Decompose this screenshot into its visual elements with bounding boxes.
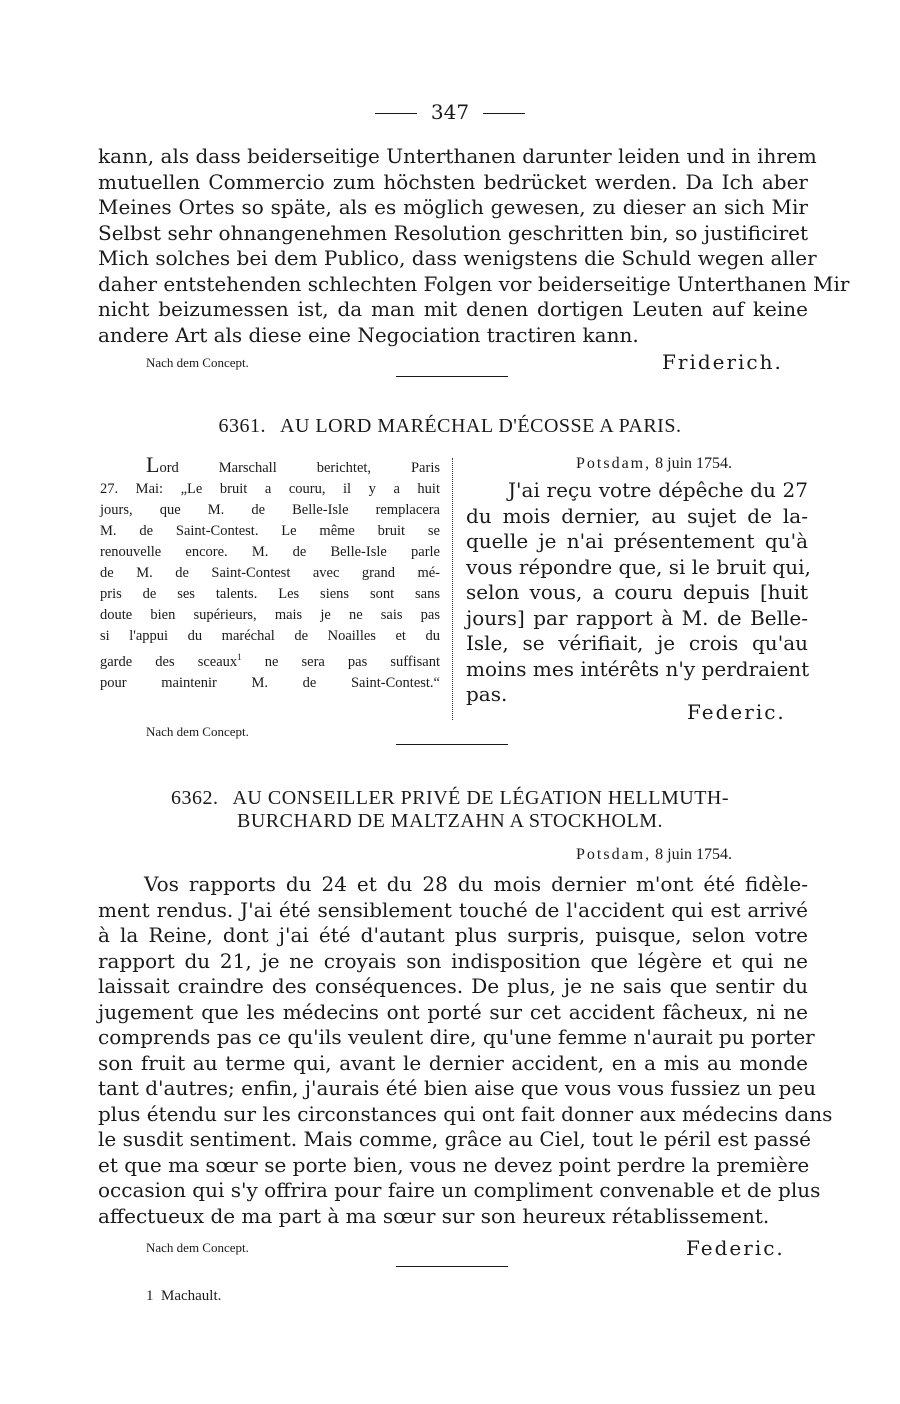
text-line: à la Reine, dont j'ai été d'autant plus surpris, puisque, selon votre [98, 923, 808, 947]
letter-6361-source-note: Nach dem Concept. [146, 724, 249, 739]
text-line: plus étendu sur les circonstances qui ont fait donner aux médecins dans [98, 1101, 833, 1126]
summary-line: doute bien supérieurs, mais je ne sais pas [100, 607, 440, 623]
summary-line: renouvelle encore. M. de Belle-Isle parle [100, 544, 440, 560]
letter-6362-number: 6362. [170, 787, 219, 809]
summary-line: pour maintenir M. de Saint-Contest.“ [100, 674, 440, 691]
section-rule [396, 744, 508, 745]
text-line: son fruit au terme qui, avant le dernier accident, en a mis au monde [98, 1050, 808, 1075]
summary-line: jours, que M. de Belle-Isle remplacera [100, 502, 440, 518]
summary-line: de M. de Saint-Contest avec grand mé- [100, 565, 440, 581]
text-line: moins mes intérêts n'y perdraient [466, 656, 810, 681]
text-line: mutuellen Commercio zum höchsten bedrücket werden. Da Ich aber [98, 169, 808, 194]
text-line: daher entstehenden schlechten Folgen vor beiderseitige Unterthanen Mir [98, 271, 850, 296]
page-number-dash-left [375, 113, 417, 114]
section-rule [396, 1266, 508, 1267]
summary-line: M. de Saint-Contest. Le même bruit se [100, 523, 440, 539]
letter-6361-dateline: Potsdam, 8 juin 1754. [576, 455, 733, 472]
text-line: occasion qui s'y offrira pour faire un compliment convenable et de plus [98, 1178, 821, 1202]
letter-6361-number: 6361. [218, 415, 267, 437]
text-line: selon vous, a couru depuis [huit [466, 580, 808, 604]
summary-line: garde des sceaux$^1$ ne sera pas suffisant [100, 652, 441, 670]
summary-line: si l'appui du maréchal de Noailles et du [100, 628, 440, 644]
letter-6362-signature: Federic. [686, 1236, 785, 1260]
footnote-text: Machault. [161, 1288, 222, 1304]
summary-line: Lord Marschall berichtet, Paris [146, 452, 440, 477]
letter-6362-title-line2: BURCHARD DE MALTZAHN A STOCKHOLM. [237, 810, 663, 832]
letter-6361-signature: Federic. [687, 700, 786, 724]
text-line: Isle, se vérifiait, je crois qu'au [466, 631, 808, 655]
footnote-ref: 1 [237, 652, 242, 662]
text-line: du mois dernier, au sujet de la- [466, 503, 808, 528]
text-line: affectueux de ma part à ma sœur sur son heureux rétablissement. [98, 1203, 770, 1228]
text-line: kann, als dass beiderseitige Unterthanen darunter leiden und in ihrem [98, 144, 817, 168]
letter-6361-title: AU LORD MARÉCHAL D'ÉCOSSE A PARIS. [280, 415, 682, 437]
text-line: nicht beizumessen ist, da man mit denen dortigen Leuten auf keine [98, 297, 808, 321]
text-line: laissait craindre des conséquences. De plus, je ne sais que sentir du [98, 974, 808, 998]
text-line: tant d'autres; enfin, j'aurais été bien aise que vous vous fussiez un peu [98, 1076, 817, 1100]
text-line: et que ma sœur se porte bien, vous ne devez point perdre la première [98, 1152, 810, 1177]
footnote [146, 1288, 221, 1305]
letter-6362-dateline: Potsdam, 8 juin 1754. [576, 846, 733, 863]
letter-6362-heading [0, 786, 900, 810]
text-line: J'ai reçu votre dépêche du 27 [508, 478, 808, 502]
section-rule [396, 376, 508, 377]
text-line: comprends pas ce qu'ils veulent dire, qu'une femme n'aurait pu porter [98, 1025, 815, 1049]
text-line: pas. [466, 682, 508, 706]
intro-paragraph [98, 144, 850, 348]
intro-signature: Friderich. [662, 350, 783, 374]
text-line: quelle je n'ai présentement qu'à [466, 529, 808, 553]
text-line: vous répondre que, si le bruit qui, [466, 554, 811, 579]
text-line: Mich solches bei dem Publico, dass wenigstens die Schuld wegen aller [98, 246, 817, 270]
column-divider [452, 458, 453, 720]
letter-6361-heading [0, 414, 900, 438]
intro-source-note: Nach dem Concept. [146, 355, 249, 370]
text-line: andere Art als diese eine Negociation tractiren kann. [98, 322, 639, 347]
text-line: ment rendus. J'ai été sensiblement touché de l'accident qui est arrivé [98, 897, 808, 922]
summary-line: pris de ses talents. Les siens sont sans [100, 586, 440, 602]
text-line: jugement que les médecins ont porté sur cet accident fâcheux, ni ne [98, 999, 808, 1024]
letter-6362-source-note: Nach dem Concept. [146, 1240, 249, 1255]
summary-line: 27. Mai: „Le bruit a couru, il y a huit [100, 481, 440, 497]
text-line: Selbst sehr ohnangenehmen Resolution geschritten bin, so justificiret [98, 220, 808, 245]
text-line: Vos rapports du 24 et du 28 du mois dernier m'ont été fidèle- [144, 872, 808, 896]
page-number-dash-right [483, 113, 525, 114]
letter-6362-title-line1: AU CONSEILLER PRIVÉ DE LÉGATION HELLMUTH- [232, 787, 730, 809]
page-number: 347 [0, 100, 900, 124]
text-line: rapport du 21, je ne croyais son indisposition que légère et qui ne [98, 948, 808, 973]
footnote-mark: 1 [146, 1288, 154, 1304]
text-line: le susdit sentiment. Mais comme, grâce au Ciel, tout le péril est passé [98, 1127, 811, 1151]
letter-6361-text [466, 478, 811, 708]
letter-6362-text [98, 872, 833, 1229]
text-line: jours] par rapport à M. de Belle- [466, 605, 808, 630]
letter-6361-summary [100, 454, 440, 694]
text-line: Meines Ortes so späte, als es möglich gewesen, zu dieser an sich Mir [98, 195, 808, 219]
